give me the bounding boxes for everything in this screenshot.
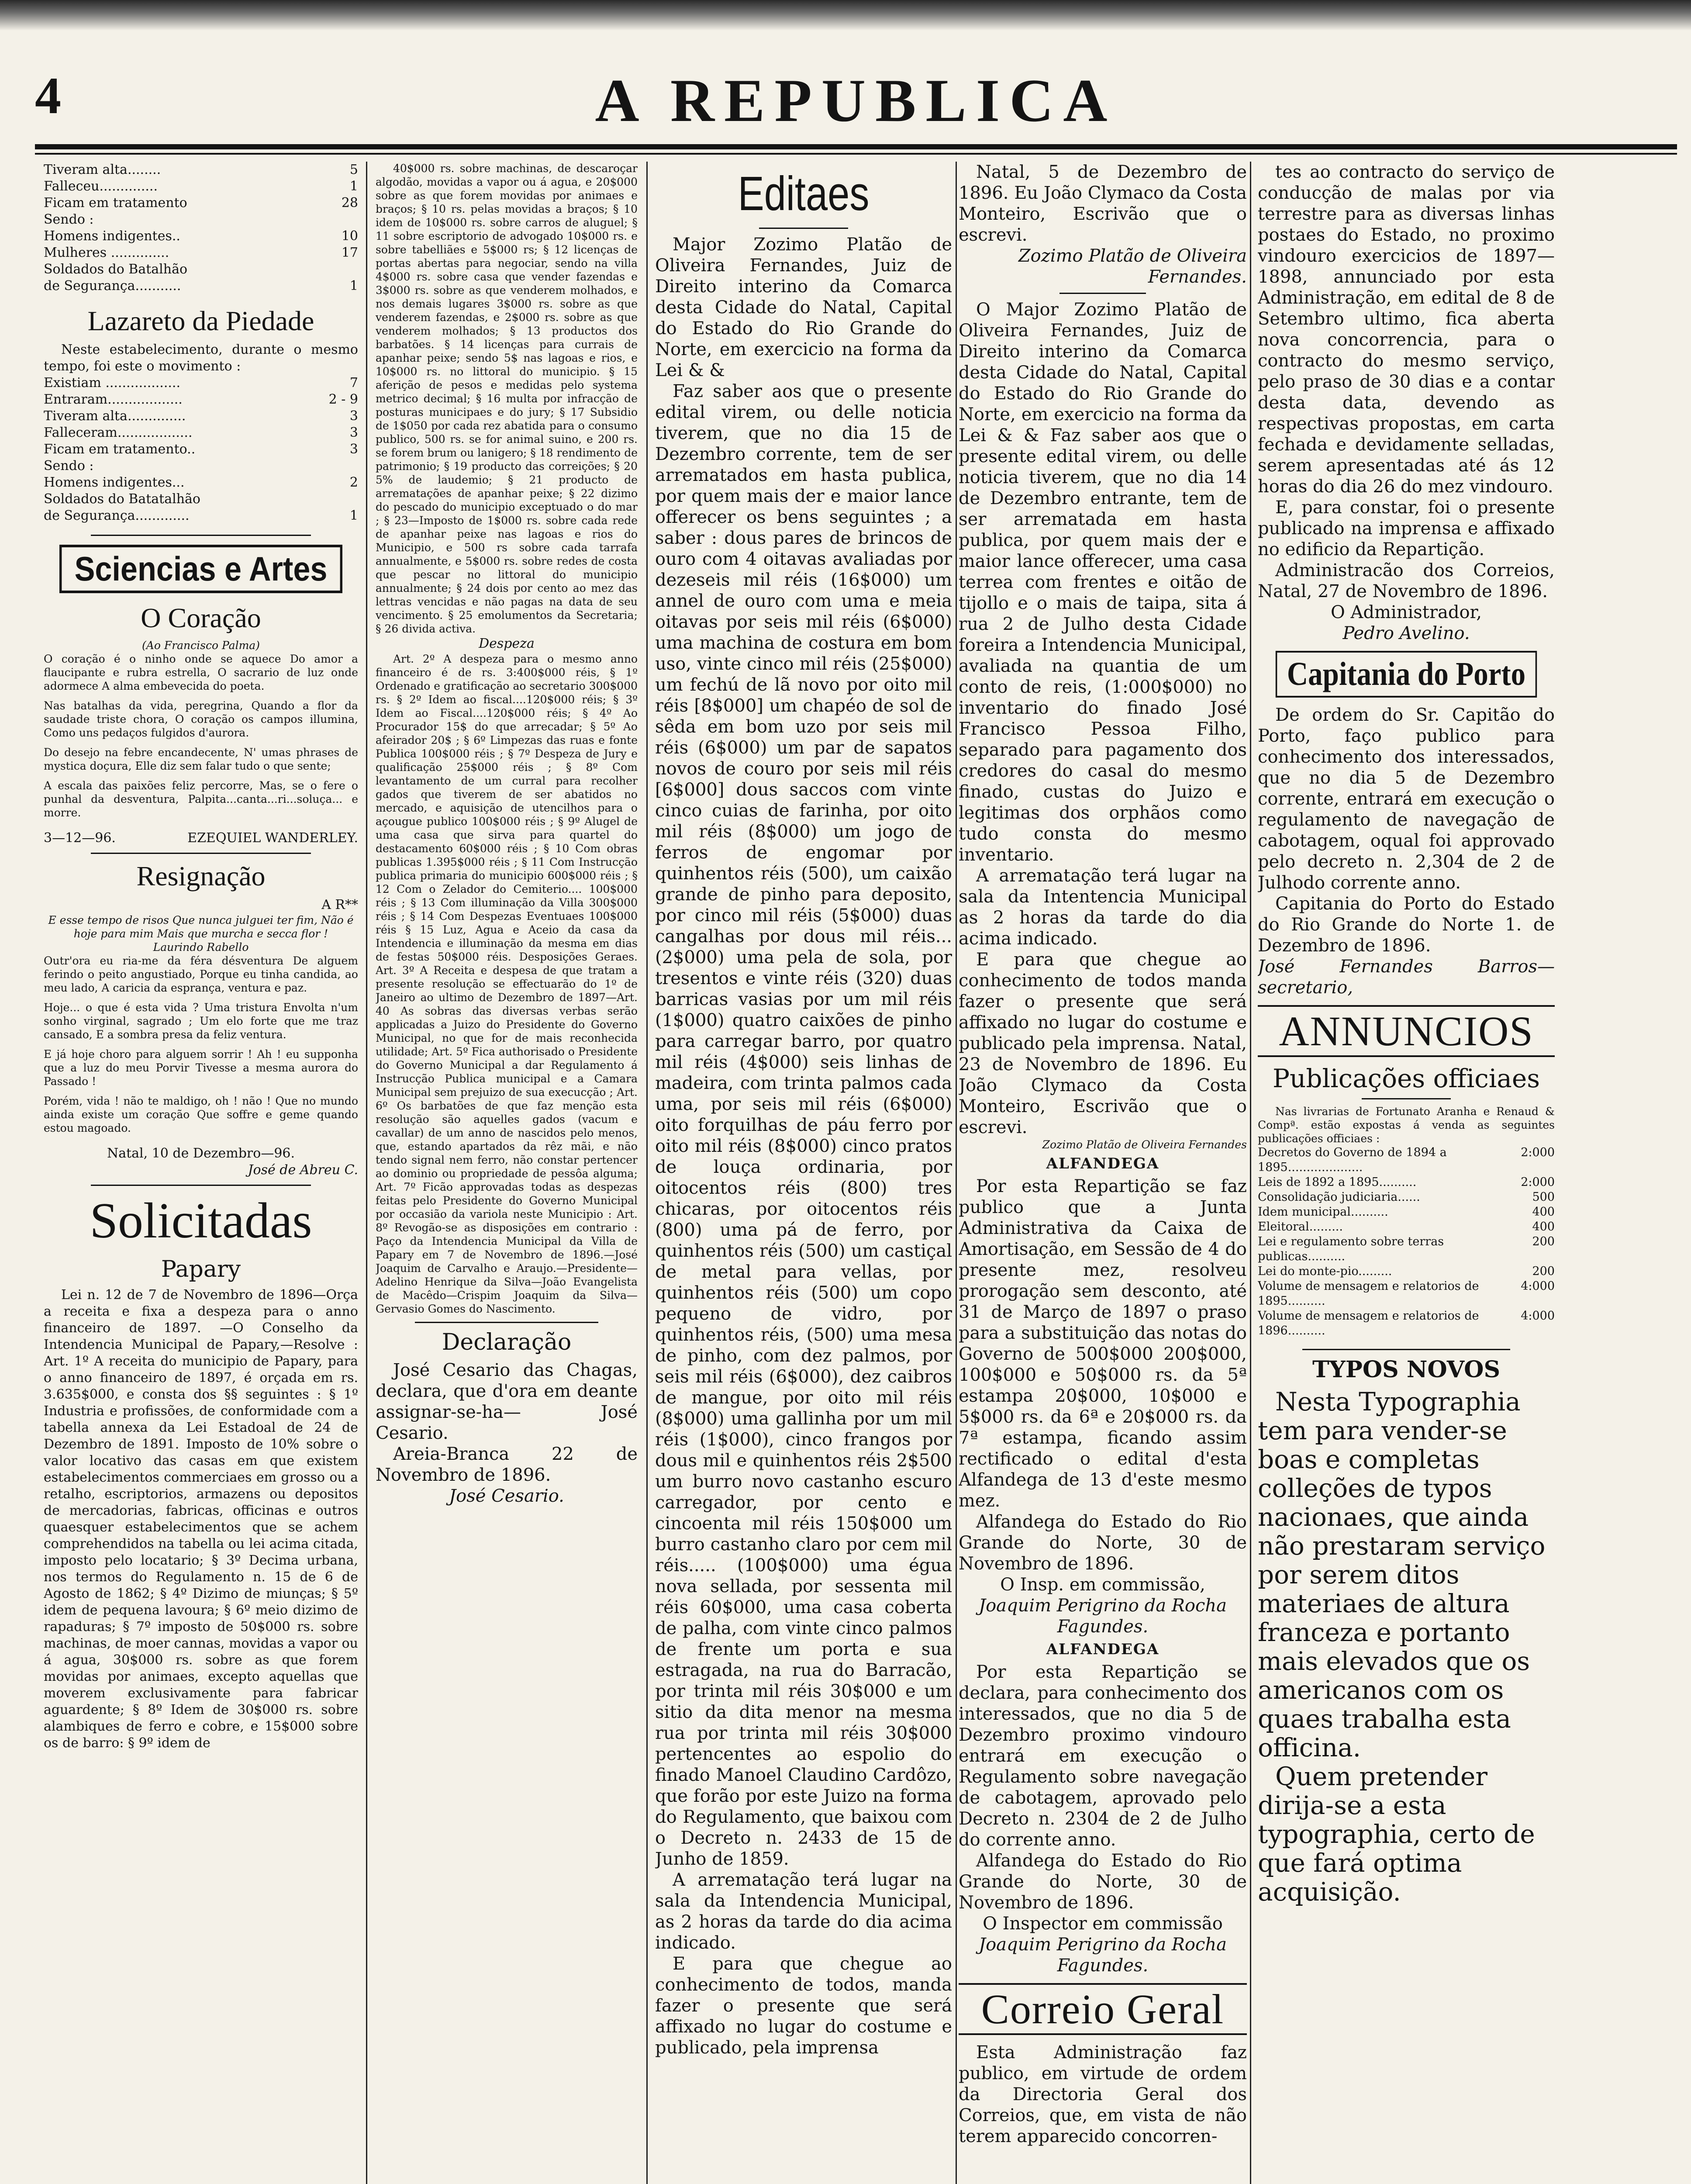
edital-signature: Zozimo Platão de Oliveira Fernandes — [1042, 1138, 1247, 1151]
capitania-place: Capitania do Porto do Estado do Rio Grande do Norte 1. de Dezembro de 1896. — [1258, 894, 1555, 956]
stat-row-label: de Segurança........... — [44, 278, 181, 294]
price-list — [1258, 1145, 1555, 1338]
stat-row-label: Homens indigentes... — [44, 475, 185, 490]
stat-row-value: 3 — [349, 442, 358, 457]
stat-row-value: 1 — [349, 508, 358, 523]
stat-row-label: Entraram.................. — [44, 392, 183, 407]
papary-heading: Papary — [161, 1256, 241, 1282]
stat-row-value: 28 — [341, 195, 358, 211]
stat-row — [44, 425, 358, 441]
poem-stanzas — [44, 652, 358, 819]
correio-text: Esta Administração faz publico, em virtude de ordem da Directoria Geral dos Correios, que, em vista de não terem apparecido concorren- — [959, 2042, 1247, 2146]
price-row — [1258, 1309, 1555, 1338]
stat-row — [44, 491, 358, 508]
masthead-rule — [35, 144, 1677, 149]
column-divider — [1250, 162, 1251, 2184]
poem-signature: EZEQUIEL WANDERLEY. — [187, 830, 358, 846]
stat-row — [44, 458, 358, 474]
alfandega-signature: Joaquim Perigrino da Rocha Fagundes. — [979, 1935, 1227, 1976]
stat-row-label: Sendo : — [44, 212, 94, 227]
price-row — [1258, 1220, 1555, 1234]
price-row-value: 500 — [1532, 1190, 1555, 1204]
poem-stanza: A escala das paixões feliz percorre, Mas, se o fere o punhal da desventura, Palpita...canta...ri...soluça... e morre. — [44, 779, 358, 819]
price-row-label: Decretos do Governo de 1894 a 1895.................... — [1258, 1146, 1447, 1174]
poem-place-date: Natal, 10 de Dezembro—96. — [107, 1146, 295, 1161]
stat-row-value: 3 — [349, 408, 358, 424]
column-4 — [959, 162, 1247, 2184]
stat-row-label: Tiveram alta........ — [44, 162, 161, 177]
masthead — [35, 66, 1677, 142]
edital-text: A arrematação terá lugar na sala da Intendencia Municipal, as 2 horas da tarde do dia acima indicado. — [655, 1870, 952, 1953]
price-row-label: Volume de mensagem e relatorios de 1896.......... — [1258, 1309, 1479, 1337]
correio-place: Administracão dos Correios, Natal, 27 de Novembro de 1896. — [1258, 560, 1555, 601]
poem-stanza: Hoje... o que é esta vida ? Uma tristura Envolta n'um sonho virginal, sagrado ; Um elo forte que me traz cansado, E a sombra presa da feliz ventura. — [44, 1001, 358, 1041]
price-row-label: Consolidação judiciaria...... — [1258, 1190, 1420, 1204]
price-row-label: Leis de 1892 a 1895.......... — [1258, 1175, 1417, 1189]
divider — [91, 535, 311, 536]
publicacoes-heading: Publicações officiaes — [1273, 1064, 1540, 1093]
price-row-value: 4:000 — [1521, 1309, 1555, 1323]
typos-text: Quem pretender dirija-se a esta typographia, certo de que fará optima acquisição. — [1258, 1762, 1535, 1907]
column-1 — [44, 162, 358, 2184]
price-row-label: Lei e regulamento sobre terras publicas.......... — [1258, 1235, 1444, 1263]
divider — [1059, 293, 1146, 294]
declaracao-place: Areia-Branca 22 de Novembro de 1896. — [376, 1444, 638, 1485]
typos-heading: TYPOS NOVOS — [1312, 1356, 1501, 1383]
stat-row — [44, 195, 358, 211]
stat-row-label: Falleceram.................. — [44, 425, 193, 440]
price-row-value: 400 — [1532, 1205, 1555, 1219]
price-row-value: 2:000 — [1521, 1175, 1555, 1189]
poem-date: 3—12—96. — [44, 830, 116, 846]
edital-text: Faz saber aos que o presente edital virem, ou delle noticia tiverem, que no dia 15 de Dezembro corrente, tem de ser arrematados em hasta publica, por quem mais der e maior lance offerecer os bens seguintes ; a saber : dous pares de brincos de ouro com 4 oitavas avaliadas por dezeseis mil réis (16$000) um annel de ouro com uma e meia oitavas por seis mil réis (6$000) uma machina de costura em bom uso, vinte cinco mil réis (25$000) um fechú de lã novo por oito mil réis [8$000] um chapéo de sol de sêda em bom uzo por seis mil réis (6$000) um par de sapatos novos de couro por seis mil réis [6$000] dous saccos com vinte cinco cuias de farinha, por oito mil réis (8$000) um jogo de ferros de engomar por quinhentos réis (500), um caixão grande de pinho para deposito, por cinco mil réis (5$000) duas cangalhas por dous mil réis... (2$000) uma pela de sola, por tresentos e vinte réis (320) duas barricas vasias por um mil réis (1$000) quatro caixões de pinho para carregar barro, por quatro mil réis (4$000) seis linhas de madeira, com trinta palmos cada uma, por seis mil réis (6$000) oito forquilhas de páu ferro por oito mil réis (8$000) cinco pratos de louça ordinaria, por oitocentos réis (800) tres chicaras, por oitocentos réis (800) uma pá de ferro, por quinhentos réis (500) um castiçal de metal para vellas, por quinhentos réis (500) um copo pequeno de vidro, por quinhentos réis, (500) uma mesa de pinho, com dez palmos, por seis mil réis (6$000), dez caibros de mangue, por oito mil réis (8$000) uma gallinha por um mil réis (1$000), cinco frangos por dous mil e quinhentos réis 2$500 um burro novo castanho escuro carregador, por cento e cincoenta mil réis 150$000 um burro castanho claro por cem mil réis..... (100$000) uma égua nova sellada, por sessenta mil réis 60$000, uma casa coberta de palha, com vinte cinco palmos de frente um porta e sua estragada, na rua do Barracão, por trinta mil réis 30$000 e um sitio da dita menor na mesma rua por trinta mil réis 30$000 pertencentes ao espolio do finado Manoel Claudino Cardôzo, que forão por este Juizo na forma do Regulamento, que baixou com o Decreto n. 2433 de 15 de Junho de 1859. — [655, 381, 952, 1869]
column-3 — [655, 162, 952, 2184]
poem-stanza: O coração é o ninho onde se aquece Do amor a flaucipante e rubra estrella, O sacrario de luz onde adormece A alma embevecida do poeta. — [44, 653, 358, 692]
stat-row-value: 5 — [349, 162, 358, 177]
correio-text: tes ao contracto do serviço de conducção de malas por via terrestre para as diversas linhas postaes do Estado, no proximo vindouro exercicios de 1897—1898, annunciado por esta Administração, em edital de 8 de Setembro ultimo, fica aberta nova concorrencia, para o contracto do mesmo serviço, pelo praso de 30 dias e a contar desta data, devendo as respectivas propostas, em carta fechada e devidamente selladas, serem apresentadas até ás 12 horas do dia 26 do mez vindouro. — [1258, 162, 1555, 497]
declaracao-text: José Cesario das Chagas, declara, que d'ora em deante assignar-se-ha— José Cesario. — [376, 1360, 638, 1443]
alfandega-text: Por esta Repartição se declara, para conhecimento dos interessados, que no dia 5 de Dezembro proximo vindouro entrará em execução o Regulamento sobre navegação de cabotagem, aprovado pelo Decreto n. 2304 de 2 de Julho do corrente anno. — [959, 1662, 1247, 1850]
edital-text: E para que chegue ao conhecimento de todos, manda fazer o presente que será affixado no lugar do costume e publicado, pela imprensa — [655, 1954, 952, 2058]
stat-row — [44, 375, 358, 391]
column-2 — [376, 162, 638, 2184]
stat-row — [44, 162, 358, 178]
price-row-value: 200 — [1532, 1235, 1555, 1248]
price-row-value: 2:000 — [1521, 1146, 1555, 1159]
typos-text: Nesta Typographia tem para vender-se boas e completas colleções de typos nacionaes, que ainda não prestaram serviço por serem ditos materiaes de altura franceza e portanto mais elevados que os americanos com os quaes trabalha esta officina. — [1258, 1387, 1546, 1762]
price-row — [1258, 1175, 1555, 1190]
poem-stanzas — [44, 954, 358, 1135]
edital-closing: Natal, 5 de Dezembro de 1896. Eu João Clymaco da Costa Monteiro, Escrivão que o escrevi. — [959, 162, 1247, 245]
price-row-label: Lei do monte-pio......... — [1258, 1265, 1392, 1278]
stat-row — [44, 474, 358, 491]
publicacoes-intro: Nas livrarias de Fortunato Aranha e Renaud & Compª. estão expostas á venda as seguintes publicações officiaes : — [1258, 1105, 1555, 1145]
poem-epigraph: E esse tempo de risos Que nunca julguei ter fim, Não é hoje para mim Mais que murcha e secca flor ! — [48, 914, 354, 940]
epigraph-author: Laurindo Rabello — [153, 941, 249, 954]
divider — [1302, 1349, 1510, 1350]
declaracao-heading: Declaração — [442, 1329, 572, 1355]
stat-row-label: Ficam em tratamento — [44, 195, 187, 211]
alfandega-role: O Inspector em commissão — [983, 1914, 1223, 1934]
edital-text: A arrematação terá lugar na sala da Intentencia Municipal as 2 horas da tarde do dia acima indicado. — [959, 866, 1247, 949]
divider — [91, 1185, 311, 1186]
poem-title: Resignação — [136, 860, 266, 892]
scan-edge-shadow — [0, 0, 1691, 31]
stat-row-label: Tiveram alta.............. — [44, 408, 186, 424]
stat-row-label: Existiam .................. — [44, 375, 180, 390]
edital-text: O Major Zozimo Platão de Oliveira Fernandes, Juiz de Direito interino da Comarca desta Cidade do Natal, Capital do Estado do Rio Grande do Norte, em exercicio na forma da Lei & & Faz saber aos que o presente edital virem, ou delle noticia tiverem, que no dia 14 de Dezembro entrante, tem de ser arrematada em hasta publica, por quem mais der e maior lance offerecer, uma casa terrea com frentes e oitão de tijollo e o mais de taipa, sita á rua 2 de Julho desta Cidade foreira a Intendencia Municipal, avaliada na quantia de um conto de reis, (1:000$000) no inventario do finado José Francisco Pessoa Filho, separado para pagamento dos credores do casal do mesmo finado, custas do Juizo e legitimas dos orphãos como tudo consta do mesmo inventario. — [959, 300, 1247, 865]
stat-row-value: 1 — [349, 179, 358, 194]
alfandega-heading: ALFANDEGA — [1046, 1155, 1160, 1172]
price-row-value: 200 — [1532, 1265, 1555, 1278]
edital-lead: Major Zozimo Platão de Oliveira Fernandes, Juiz de Direito interino da Comarca desta Cidade do Natal, Capital do Estado do Rio Grande do Norte, em exercicio na forma da Lei & & — [655, 235, 952, 380]
section-heading-sciencias: Sciencias e Artes — [59, 545, 342, 593]
stat-row-label: Falleceu.............. — [44, 179, 158, 194]
newspaper-title: A REPUBLICA — [595, 67, 1117, 135]
column-divider — [956, 162, 957, 2184]
alfandega-text: Por esta Repartição se faz publico que a Junta Administrativa da Caixa de Amortisação, em Sessão de 4 do presente mez, resolveu prorogação sem desconto, até 31 de Março de 1897 o praso para a substituição das notas do Governo de 500$000 200$000, 100$000 e 50$000 rs. da 5ª estampa 20$000, 10$000 e 5$000 rs. da 6ª e 20$000 rs. da 7ª estampa, ficando assim rectificado o edital d'esta Alfandega de 13 d'este mesmo mez. — [959, 1176, 1247, 1511]
stat-row-label: de Segurança............. — [44, 508, 190, 523]
price-row-label: Eleitoral......... — [1258, 1220, 1343, 1234]
price-row — [1258, 1145, 1555, 1175]
stat-row — [44, 245, 358, 261]
annuncios-heading: ANNUNCIOS — [1258, 1005, 1555, 1057]
stat-row — [44, 211, 358, 228]
stat-row-value: 1 — [349, 278, 358, 294]
poem-stanza: Porém, vida ! não te maldigo, oh ! não ! Que no mundo ainda existe um coração Que soffre e geme quando estou magoado. — [44, 1095, 358, 1134]
stat-row — [44, 391, 358, 408]
stat-row — [44, 278, 358, 294]
papary-law-text: Lei n. 12 de 7 de Novembro de 1896—Orça a receita e fixa a despeza para o anno financeiro de 1897. —O Conselho da Intendencia Municipal de Papary,—Resolve : Art. 1º A receita do municipio de Papary, para o anno financeiro de 1897, é orçada em rs. 3.635$000, e consta dos §§ seguintes : § 1º Industria e profissões, de conformidade com a tabella annexa da Lei Estadoal de 24 de Dezembro de 1891. Imposto de 10% sobre o valor locativo das casas em que existem estabelecimentos commerciaes em grosso ou a retalho, escriptorios, armazens ou depositos de mercadorias, fabricas, officinas e outros quaesquer estabelecimentos que se achem comprehendidos na tabella ou lei acima citada, imposto pelo locatario; § 3º Decima urbana, nos termos do Regulamento n. 15 de 6 de Agosto de 1862; § 4º Dizimo de miunças; § 5º idem de pequena lavoura; § 6º meio dizimo de rapaduras; § 7º imposto de 50$000 rs. sobre machinas, de moer cannas, movidas a vapor ou á agua, 30$000 rs. sobre as que forem movidas por animaes, excepto aquellas que moverem exclusivamente para fabricar aguardente; § 8º Idem de 30$000 rs. sobre alambiques de ferro e cobre, e 15$000 sobre os de barro: § 9º idem de — [44, 1287, 358, 1751]
price-row — [1258, 1279, 1555, 1309]
alfandega-place: Alfandega do Estado do Rio Grande do Norte, 30 de Novembro de 1896. — [959, 1512, 1247, 1574]
poem-signature-line — [44, 830, 358, 847]
divider — [1362, 1098, 1451, 1099]
capitania-text: De ordem do Sr. Capitão do Porto, faço publico para conhecimento dos interessados, que no dia 5 de Dezembro corrente, entrará em execução o regulamento de navegação de cabotagem, oqual foi approvado pelo decreto n. 2,304 de 2 de Julhodo corrente anno. — [1258, 705, 1555, 893]
price-row — [1258, 1190, 1555, 1205]
stat-row-label: Sendo : — [44, 458, 94, 473]
stat-row-label: Soldados do Batatalhão — [44, 491, 200, 507]
column-divider — [366, 162, 367, 2184]
price-row — [1258, 1264, 1555, 1279]
lazareto-heading: Lazareto da Piedade — [87, 305, 314, 336]
price-row-value: 4:000 — [1521, 1279, 1555, 1293]
capitania-heading: Capitania do Porto — [1276, 651, 1537, 698]
price-row-label: Volume de mensagem e relatorios de 1895.......... — [1258, 1279, 1479, 1308]
masthead-rule-thin — [35, 153, 1677, 155]
lazareto-intro: Neste estabelecimento, durante o mesmo tempo, foi este o movimento : — [44, 342, 358, 374]
stat-row — [44, 508, 358, 524]
column-divider — [646, 162, 648, 2184]
edital-signature: Zozimo Platão de Oliveira Fernandes. — [1018, 246, 1247, 287]
stat-row-label: Ficam em tratamento.. — [44, 442, 196, 457]
stat-row-value: 3 — [349, 425, 358, 440]
lazareto-stats — [44, 375, 358, 524]
alfandega-role: O Insp. em commissão, — [1000, 1575, 1205, 1595]
price-row — [1258, 1205, 1555, 1220]
price-row-label: Idem municipal.......... — [1258, 1205, 1388, 1219]
stat-row-label: Mulheres .............. — [44, 245, 169, 260]
poem-stanza: Outr'ora eu ria-me da féra désventura De alguem ferindo o peito angustiado, Porque eu tinha candida, ao meu lado, A caricia da esprança, ventura e paz. — [44, 954, 358, 994]
stat-row-value: 2 - 9 — [328, 392, 358, 407]
poem-signature: José de Abreu C. — [248, 1162, 358, 1178]
poem-title: O Coração — [141, 602, 261, 633]
stat-row-value: 2 — [349, 475, 358, 490]
divider — [91, 853, 311, 854]
solicitadas-heading: Solicitadas — [90, 1193, 312, 1249]
papary-law-text: 40$000 rs. sobre machinas, de descaroçar algodão, movidas a vapor ou á agua, e 20$000 sobre as que forem movidas por animaes e braços; § 10 rs. pelas movidas a braços; § 10 idem de 10$000 rs. sobre carros de aluguel; § 11 sobre escriptorio de advogado 10$000 rs. e sobre tabelliães e 5$000 rs; § 12 licenças de portas abertas para negociar, sendo na villa 4$000 rs. sobre casa que vender fazendas e 3$000 rs. sobre as que venderem molhados, e nos demais lugares 3$000 rs. sobre as que venderem fazendas, e 2$000 rs. sobre as que venderem molhados; § 13 productos dos barbatões. § 14 licenças para currais de apanhar peixe; sendo 5$ nas lagoas e rios, e 10$000 rs. no littoral do municipio. § 15 aferição de pesos e medidas pelo systema metrico decimal; § 16 multa por infracção de posturas municipaes e do jury; § 17 Subsidio de 1$050 por cada rez abatida para o consumo publico, 500 rs. se for animal suino, e 200 rs. se forem brum ou lanigero; § 18 rendimento de patrimonio; § 19 producto das correições; § 20 5% de laudemio; § 21 producto de arrematações de apanhar peixe; § 22 dizimo do pescado do municipio exceptuado o do mar ; § 23—Imposto de 1$000 rs. sobre cada rede de apanhar peixe nas lagoas e rios do Municipio, e 500 rs sobre cada tarrafa annualmente, e 5$000 rs. sobre redes de costa que pescar no littoral do municipio annualmente; § 24 dois por cento ao mez das lettras vencidas e não pagas na data de seu vencimento. § 25 emolumentos da Secretaria; § 26 divida activa. — [376, 162, 638, 635]
alfandega-place: Alfandega do Estado do Rio Grande do Norte, 30 de Novembro de 1896. — [959, 1851, 1247, 1913]
stat-row — [44, 441, 358, 458]
declaracao-signature: José Cesario. — [449, 1486, 564, 1506]
poem-dedication: A R** — [321, 897, 358, 912]
stat-row-value: 10 — [341, 228, 358, 244]
poem-dedication: (Ao Francisco Palma) — [142, 639, 260, 652]
edital-text: E para que chegue ao conhecimento de todos manda fazer o presente que será affixado no lugar do costume e publicado pela imprensa. Natal, 23 de Novembro de 1896. Eu João Clymaco da Costa Monteiro, Escrivão que o escrevi. — [959, 950, 1247, 1137]
stat-row-value: 7 — [349, 375, 358, 390]
price-row — [1258, 1234, 1555, 1264]
page-number: 4 — [35, 66, 61, 124]
stat-row-label: Soldados do Batalhão — [44, 262, 188, 277]
price-row-value: 400 — [1532, 1220, 1555, 1234]
poem-stanza: Nas batalhas da vida, peregrina, Quando a flor da saudade triste chora, O coração os campos illumina, Como uns pedaços fulgidos d'aurora. — [44, 699, 358, 739]
despeza-heading: Despeza — [479, 636, 535, 651]
hospital-stats — [44, 162, 358, 294]
stat-row-value: 17 — [341, 245, 358, 260]
capitania-signature: José Fernandes Barros—secretario, — [1258, 957, 1555, 998]
stat-row — [44, 261, 358, 278]
poem-stanza: Do desejo na febre encandecente, N' umas phrases de mystica doçura, Elle diz sem falar tudo o que sente; — [44, 746, 358, 772]
poem-stanza: E já hoje choro para alguem sorrir ! Ah ! eu supponha que a luz do meu Porvir Tivesse a mesma aurora do Passado ! — [44, 1048, 358, 1088]
stat-row-label: Homens indigentes.. — [44, 228, 180, 244]
stat-row — [44, 228, 358, 245]
correio-text: E, para constar, foi o presente publicado na imprensa e affixado no edificio da Repartição. — [1258, 498, 1555, 560]
papary-law-text: Art. 2º A despeza para o mesmo anno financeiro é de rs. 3:400$000 réis, § 1º Ordenado e gratificação ao secretario 300$000 rs. § 2º Idem ao fiscal....120$000 réis; § 3º Idem ao Fiscal....120$000 réis; § 4º Ao Procurador 15$ do que arrecadar; § 5º Ao afeirador 20$ ; § 6º Limpezas das ruas e fonte Publica 100$000 réis ; § 7º Despeza de Jury e qualificação 25$000 réis ; § 8º Com levantamento de um curral para recolher gados que tiverem de ser abatidos no mercado, e aquisição de utencilhos para o açougue publico 100$000 réis ; § 9º Alugel de uma casa que sirva para quartel do destacamento 60$000 réis ; § 10 Com obras publicas 1.395$000 réis ; § 11 Com Instrucção publica primaria do municipio 600$000 réis ; § 12 Com o Zelador do Cemiterio.... 100$000 réis ; § 13 Com illuminação da Villa 300$000 réis ; § 14 Com Despezas Eventuaes 100$000 réis § 15 Luz, Agua e Aceio da casa da Intendencia e illuminação da mesma em dias de festas 50$000 réis. Desposições Geraes. Art. 3º A Receita e despesa de que tratam a presente resolução se effectuarão do 1º de Janeiro ao ultimo de Dezembro de 1897—Art. 40 As sobras das diversas verbas serão applicadas a Juizo do Presidente do Governo Municipal, no que for de mais reconhecida utilidade; Art. 5º Fica authorisado o Presidente do Governo Municipal a dar Regulamento á Instrucção Publica municipal e a Camara Municipal sem prejuizo de sua execucção ; Art. 6º Os barbatões de que faz menção esta resolução são aquelles gados (vacum e cavallar) de um anno de nascidos pelo menos, que, estando apartados da rêz mãi, e não tendo signal nem ferro, não constar pertencer ao dominio ou propriedade de pessôa alguma; Art. 7º Ficão approvadas todas as despezas feitas pelo Presidente do Governo Municipal por occasião da variola neste Municipio : Art. 8º Revogão-se as disposições em contrario : Paço da Intendencia Municipal da Villa de Papary em 7 de Novembro de 1896.—José Joaquim de Carvalho e Araujo.—Presidente—Adelino Henrique da Silva—João Evangelista de Macêdo—Crispim Joaquim da Silva—Gervasio Gomes do Nascimento. — [376, 653, 638, 1315]
editaes-heading: Editaes — [738, 167, 870, 221]
correio-heading: Correio Geral — [959, 1983, 1247, 2035]
alfandega-signature: Joaquim Perigrino da Rocha Fagundes. — [979, 1596, 1227, 1637]
stat-row — [44, 178, 358, 195]
stat-row — [44, 408, 358, 425]
divider — [415, 1322, 598, 1323]
column-5 — [1258, 162, 1555, 2184]
correio-role: O Administrador, — [1331, 602, 1482, 622]
divider — [759, 228, 848, 229]
correio-signature: Pedro Avelino. — [1342, 623, 1470, 643]
alfandega-heading: ALFANDEGA — [1046, 1641, 1160, 1658]
